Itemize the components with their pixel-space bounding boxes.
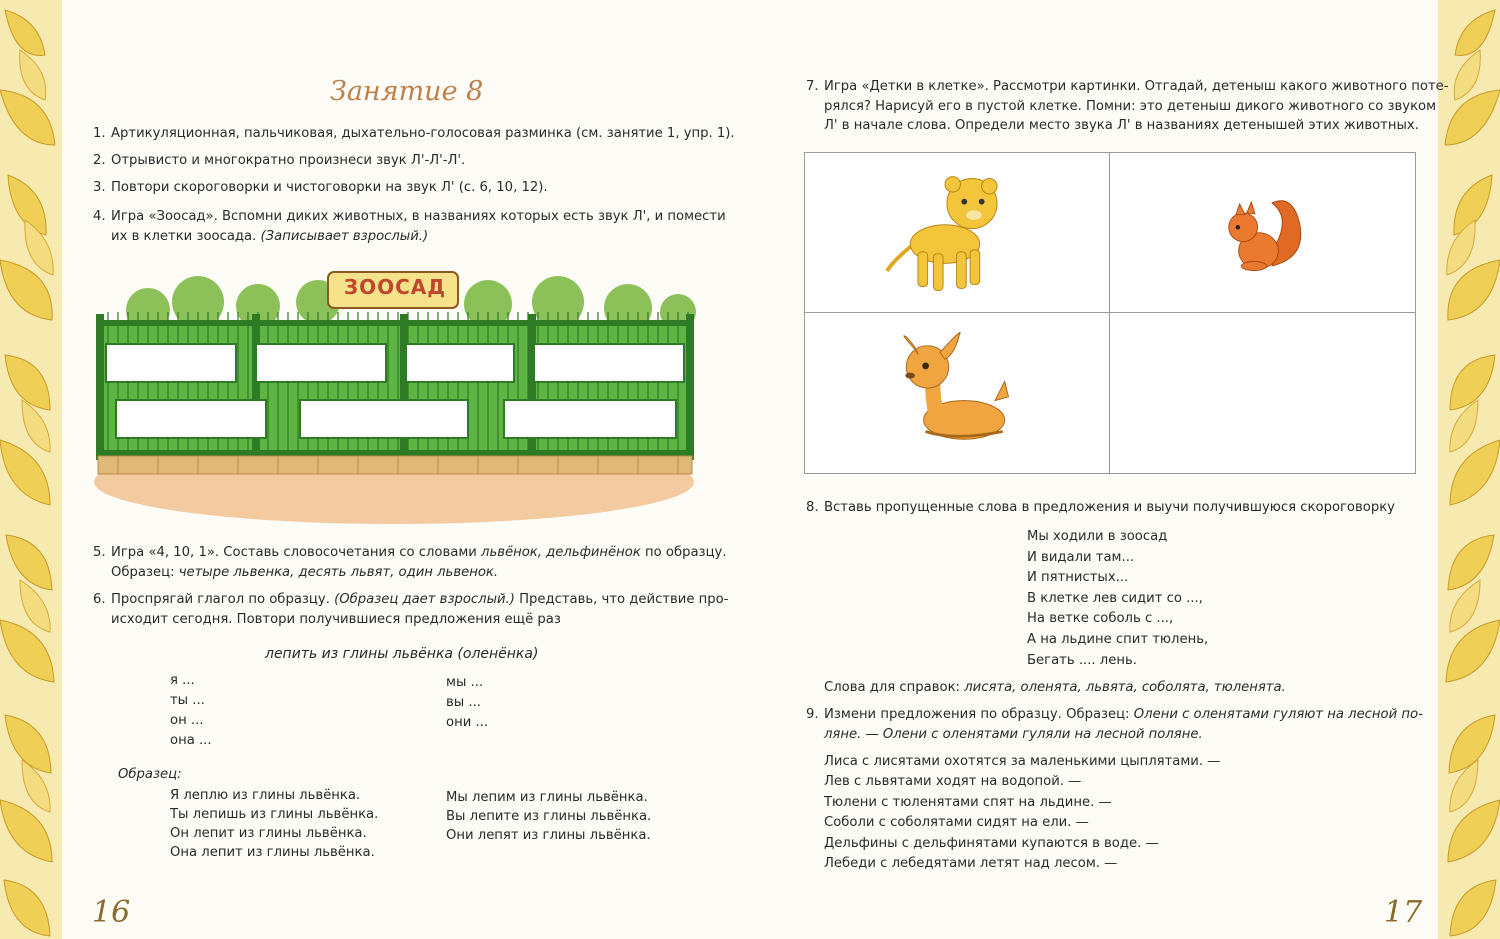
zoo-fence-illustration xyxy=(88,262,700,524)
exercise-9 xyxy=(806,705,1423,744)
cage-lion-cub xyxy=(805,153,1110,313)
sample-sentence: Он лепит из глины львёнка. xyxy=(170,826,367,841)
exercise-number: 5. xyxy=(93,545,106,560)
exercise-note: (Записывает взрослый.) xyxy=(260,228,429,244)
zoo-cage-slot xyxy=(534,344,684,382)
zoo-cage-slot xyxy=(116,400,266,438)
exercise-4 xyxy=(93,207,726,246)
pronoun-item: он ... xyxy=(170,713,204,728)
exercise-number: 2. xyxy=(93,153,106,168)
sentence-item: Соболи с соболятами сидят на ели. — xyxy=(824,815,1089,831)
hint-words xyxy=(824,678,1286,698)
squirrel-illustration xyxy=(1218,175,1308,285)
tongue-twister-poem xyxy=(1027,527,1208,671)
exercise-number: 4. xyxy=(93,209,106,224)
hint-list: лисята, оленята, львята, соболята, тюленята. xyxy=(964,680,1286,695)
exercise-number: 6. xyxy=(93,592,106,607)
conjugation-title: лепить из глины львёнка (оленёнка) xyxy=(265,646,539,662)
exercise-text: исходит сегодня. Повтори получившиеся предложения ещё раз xyxy=(111,611,561,627)
pronoun-item: она ... xyxy=(170,733,212,748)
exercise-text-line-3: Л' в начале слова. Определи место звука Л' в названиях детенышей этих животных. xyxy=(824,118,1419,133)
animal-cages-grid xyxy=(804,152,1416,474)
hint-label: Слова для справок: xyxy=(824,680,965,695)
sentences-list xyxy=(824,752,1220,874)
cage-fawn xyxy=(805,313,1110,473)
exercise-8 xyxy=(806,498,1395,518)
exercise-note: (Образец дает взрослый.) xyxy=(334,592,515,607)
pronoun-item: я ... xyxy=(170,673,195,688)
sample-sentence: Они лепят из глины львёнка. xyxy=(446,828,651,843)
poem-line: Мы ходили в зоосад xyxy=(1027,529,1168,544)
pronoun-item: они ... xyxy=(446,715,489,730)
lion-cub-illustration xyxy=(875,165,1015,300)
sample-sentence: Я леплю из глины львёнка. xyxy=(170,788,361,803)
zoo-sign-label: ЗООСАД xyxy=(343,275,447,299)
poem-line: А на льдине спит тюлень, xyxy=(1027,631,1209,647)
sample-sentence: Вы лепите из глины львёнка. xyxy=(446,809,652,824)
poem-line: И видали там... xyxy=(1027,549,1135,565)
pronoun-item: ты ... xyxy=(170,693,205,708)
sample-text: Олени с оленятами гуляют на лесной по- xyxy=(1133,707,1423,722)
exercise-number: 7. xyxy=(806,79,819,94)
page-number-left: 16 xyxy=(92,895,131,930)
lesson-title: Занятие 8 xyxy=(330,76,484,107)
sample-label: Образец: xyxy=(118,767,182,782)
cage-empty[interactable] xyxy=(1110,313,1415,473)
pronouns-right xyxy=(446,673,488,732)
exercise-keywords: львёнок, дельфинёнок xyxy=(481,545,641,560)
sample-sentence: Мы лепим из глины львёнка. xyxy=(446,790,648,805)
sentence-item: Лев с львятами ходят на водопой. — xyxy=(824,774,1082,790)
sample-text: ляне. — Олени с оленятами гуляли на лесной поляне. xyxy=(824,726,1203,742)
page-number-right: 17 xyxy=(1384,895,1423,930)
poem-line: Бегать .... лень. xyxy=(1027,652,1137,668)
exercise-1 xyxy=(93,124,735,144)
pronoun-item: мы ... xyxy=(446,675,484,690)
poem-line: В клетке лев сидит со ..., xyxy=(1027,590,1203,606)
sample-text: четыре львенка, десять львят, один львенок. xyxy=(178,564,499,580)
autumn-leaves-border-left xyxy=(0,0,62,939)
exercise-text: по образцу. xyxy=(640,545,727,560)
pronoun-item: вы ... xyxy=(446,695,481,710)
exercise-text: Повтори скороговорки и чистоговорки на звук Л' (с. 6, 10, 12). xyxy=(111,180,548,195)
poem-line: На ветке соболь с ..., xyxy=(1027,611,1174,627)
sample-right xyxy=(446,788,651,845)
autumn-leaves-border-right xyxy=(1438,0,1500,939)
exercise-text: Представь, что действие про- xyxy=(514,592,729,607)
exercise-number: 8. xyxy=(806,500,819,515)
exercise-text: Артикуляционная, пальчиковая, дыхательно-голосовая разминка (см. занятие 1, упр. 1). xyxy=(111,126,735,141)
exercise-text: Проспрягай глагол по образцу. xyxy=(111,592,335,607)
exercise-text: Игра «4, 10, 1». Составь словосочетания со словами xyxy=(111,545,482,560)
exercise-number: 1. xyxy=(93,126,106,141)
sentence-item: Лиса с лисятами охотятся за маленькими цыплятами. — xyxy=(824,754,1221,769)
exercise-text: Измени предложения по образцу. Образец: xyxy=(824,707,1134,722)
exercise-number: 3. xyxy=(93,180,106,195)
exercise-6 xyxy=(93,590,729,629)
pronouns-left xyxy=(170,671,212,750)
cage-squirrel xyxy=(1110,153,1415,313)
sample-label: Образец: xyxy=(111,564,179,580)
exercise-text-line-1: Игра «Зоосад». Вспомни диких животных, в названиях которых есть звук Л', и помести xyxy=(111,209,726,224)
sentence-item: Тюлени с тюленятами спят на льдине. — xyxy=(824,794,1112,810)
zoo-cage-slot xyxy=(300,400,468,438)
exercise-number: 9. xyxy=(806,707,819,722)
poem-line: И пятнистых... xyxy=(1027,570,1129,586)
exercise-text-line-2: рялся? Нарисуй его в пустой клетке. Помни: это детеныш дикого животного со звуком xyxy=(824,98,1437,114)
zoo-cage-slot xyxy=(406,344,514,382)
exercise-2 xyxy=(93,151,465,171)
sentence-item: Дельфины с дельфинятами купаются в воде. — xyxy=(824,835,1159,851)
exercise-3 xyxy=(93,178,548,198)
exercise-text: Вставь пропущенные слова в предложения и выучи получившуюся скороговорку xyxy=(824,500,1395,515)
fawn-illustration xyxy=(887,321,1022,461)
exercise-7 xyxy=(806,77,1449,136)
exercise-text-line-1: Игра «Детки в клетке». Рассмотри картинки. Отгадай, детеныш какого животного поте- xyxy=(824,79,1449,94)
sample-sentence: Ты лепишь из глины львёнка. xyxy=(170,807,379,822)
sentence-item: Лебеди с лебедятами летят над лесом. — xyxy=(824,856,1118,872)
exercise-5 xyxy=(93,543,727,582)
zoo-cage-slot xyxy=(256,344,386,382)
sample-left xyxy=(170,786,378,862)
sample-sentence: Она лепит из глины львёнка. xyxy=(170,845,375,860)
zoo-cage-slot xyxy=(106,344,236,382)
exercise-text: Отрывисто и многократно произнеси звук Л'-Л'-Л'. xyxy=(111,153,466,168)
zoo-cage-slot xyxy=(504,400,676,438)
exercise-text-line-2: их в клетки зоосада. xyxy=(111,228,257,244)
